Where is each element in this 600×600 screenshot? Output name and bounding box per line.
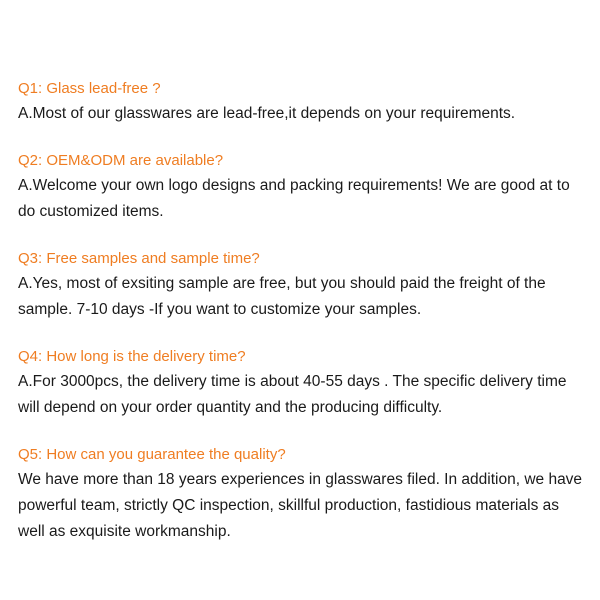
faq-question-5: Q5: How can you guarantee the quality? (18, 446, 286, 463)
faq-question-4: Q4: How long is the delivery time? (18, 348, 246, 365)
faq-answer-4: A.For 3000pcs, the delivery time is about 40-55 days . The specific delivery time will depend on your order quantity and the producing difficulty. (18, 373, 567, 416)
faq-question-1: Q1: Glass lead-free ? (18, 80, 161, 97)
faq-list (18, 77, 588, 567)
faq-item-2 (18, 149, 588, 225)
faq-item-4 (18, 345, 588, 421)
faq-item-3 (18, 247, 588, 323)
faq-question-2: Q2: OEM&ODM are available? (18, 152, 224, 169)
faq-answer-1: A.Most of our glasswares are lead-free,it depends on your requirements. (18, 105, 516, 122)
faq-item-5 (18, 443, 588, 545)
faq-item-1 (18, 77, 588, 127)
faq-answer-2: A.Welcome your own logo designs and packing requirements! We are good at to do customized items. (18, 177, 570, 220)
faq-question-3: Q3: Free samples and sample time? (18, 250, 260, 267)
faq-answer-3: A.Yes, most of exsiting sample are free, but you should paid the freight of the sample. 7-10 days -If you want to customize your samples. (18, 275, 546, 318)
faq-answer-5: We have more than 18 years experiences in glasswares filed. In addition, we have powerful team, strictly QC inspection, skillful production, fastidious materials as well as exquisite workmanship. (18, 471, 583, 540)
